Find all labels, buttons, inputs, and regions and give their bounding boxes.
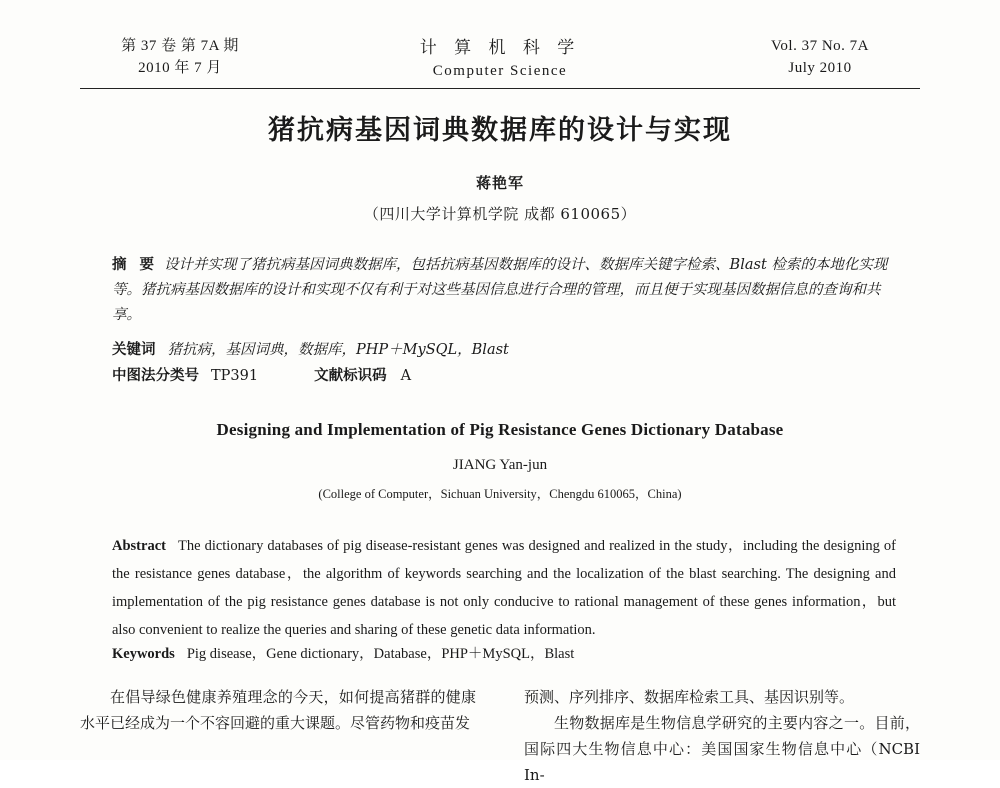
document-code-label: 文献标识码 xyxy=(314,367,387,384)
keywords-en-label: Keywords xyxy=(112,646,175,662)
running-head-center xyxy=(280,36,720,82)
abstract-cn-text: 设计并实现了猪抗病基因词典数据库，包括抗病基因数据库的设计、数据库关键字检索、Blast 检索的本地化实现等。猪抗病基因数据库的设计和实现不仅有利于对这些基因信息进行合理的管理，而且便于实现基因数据信息的查询和共享。 xyxy=(112,257,888,323)
running-head xyxy=(80,36,920,82)
page-title-cn: 猪抗病基因词典数据库的设计与实现 xyxy=(268,115,732,146)
running-head-right xyxy=(720,36,920,80)
abstract-en-label: Abstract xyxy=(112,538,166,554)
clc-value: TP391 xyxy=(211,368,259,384)
author-cn: 蒋艳军 xyxy=(475,174,524,192)
body-columns xyxy=(80,684,920,788)
abstract-en xyxy=(112,532,896,644)
page-title-en: Designing and Implementation of Pig Resistance Genes Dictionary Database xyxy=(216,420,784,439)
keywords-cn-text: 猪抗病，基因词典，数据库，PHP＋MySQL，Blast xyxy=(167,342,509,358)
volume-issue: 第 37 卷 第 7A 期 xyxy=(121,38,239,54)
clc-label: 中图法分类号 xyxy=(112,367,199,384)
body-column-right xyxy=(524,684,920,788)
keywords-cn-label: 关键词 xyxy=(112,341,156,358)
volume-issue-en: Vol. 37 No. 7A xyxy=(771,38,869,54)
affiliation-en: (College of Computer，Sichuan University，Chengdu 610065，China) xyxy=(318,487,682,501)
classification-line xyxy=(112,363,896,389)
body-paragraph: 生物数据库是生物信息学研究的主要内容之一。目前，国际四大生物信息中心：美国国家生物信息中心（NCBI In- xyxy=(524,714,920,784)
author-en: JIANG Yan-jun xyxy=(452,457,548,473)
keywords-en-text: Pig disease，Gene dictionary，Database，PHP＋MySQL，Blast xyxy=(186,646,575,662)
abstract-cn xyxy=(112,252,896,328)
keywords-en xyxy=(112,640,896,668)
abstract-cn-label: 摘 要 xyxy=(112,256,159,273)
affiliation-cn: （四川大学计算机学院 成都 610065） xyxy=(363,205,637,223)
running-head-left xyxy=(80,36,280,80)
date-en: July 2010 xyxy=(788,59,852,76)
abstract-en-text: The dictionary databases of pig disease-resistant genes was designed and realized in the study，including the designing of the resistance genes database，the algorithm of keywords searching and the localization of the blast searching. The designing and implementation of the pig resistance genes database is not only conducive to rational management of these genes information，but also convenient to realize the queries and sharing of these genetic data information. xyxy=(112,538,896,638)
body-paragraph: 预测、序列排序、数据库检索工具、基因识别等。 xyxy=(524,688,855,706)
date-cn: 2010 年 7 月 xyxy=(138,59,222,76)
journal-name-en: Computer Science xyxy=(432,62,568,79)
keywords-cn xyxy=(112,337,896,363)
body-column-left xyxy=(80,684,476,788)
document-code-value: A xyxy=(400,368,412,384)
header-divider xyxy=(80,88,920,89)
body-paragraph: 在倡导绿色健康养殖理念的今天，如何提高猪群的健康水平已经成为一个不容回避的重大课题。尽管药物和疫苗发 xyxy=(80,688,476,732)
journal-name-cn: 计 算 机 科 学 xyxy=(419,38,581,58)
